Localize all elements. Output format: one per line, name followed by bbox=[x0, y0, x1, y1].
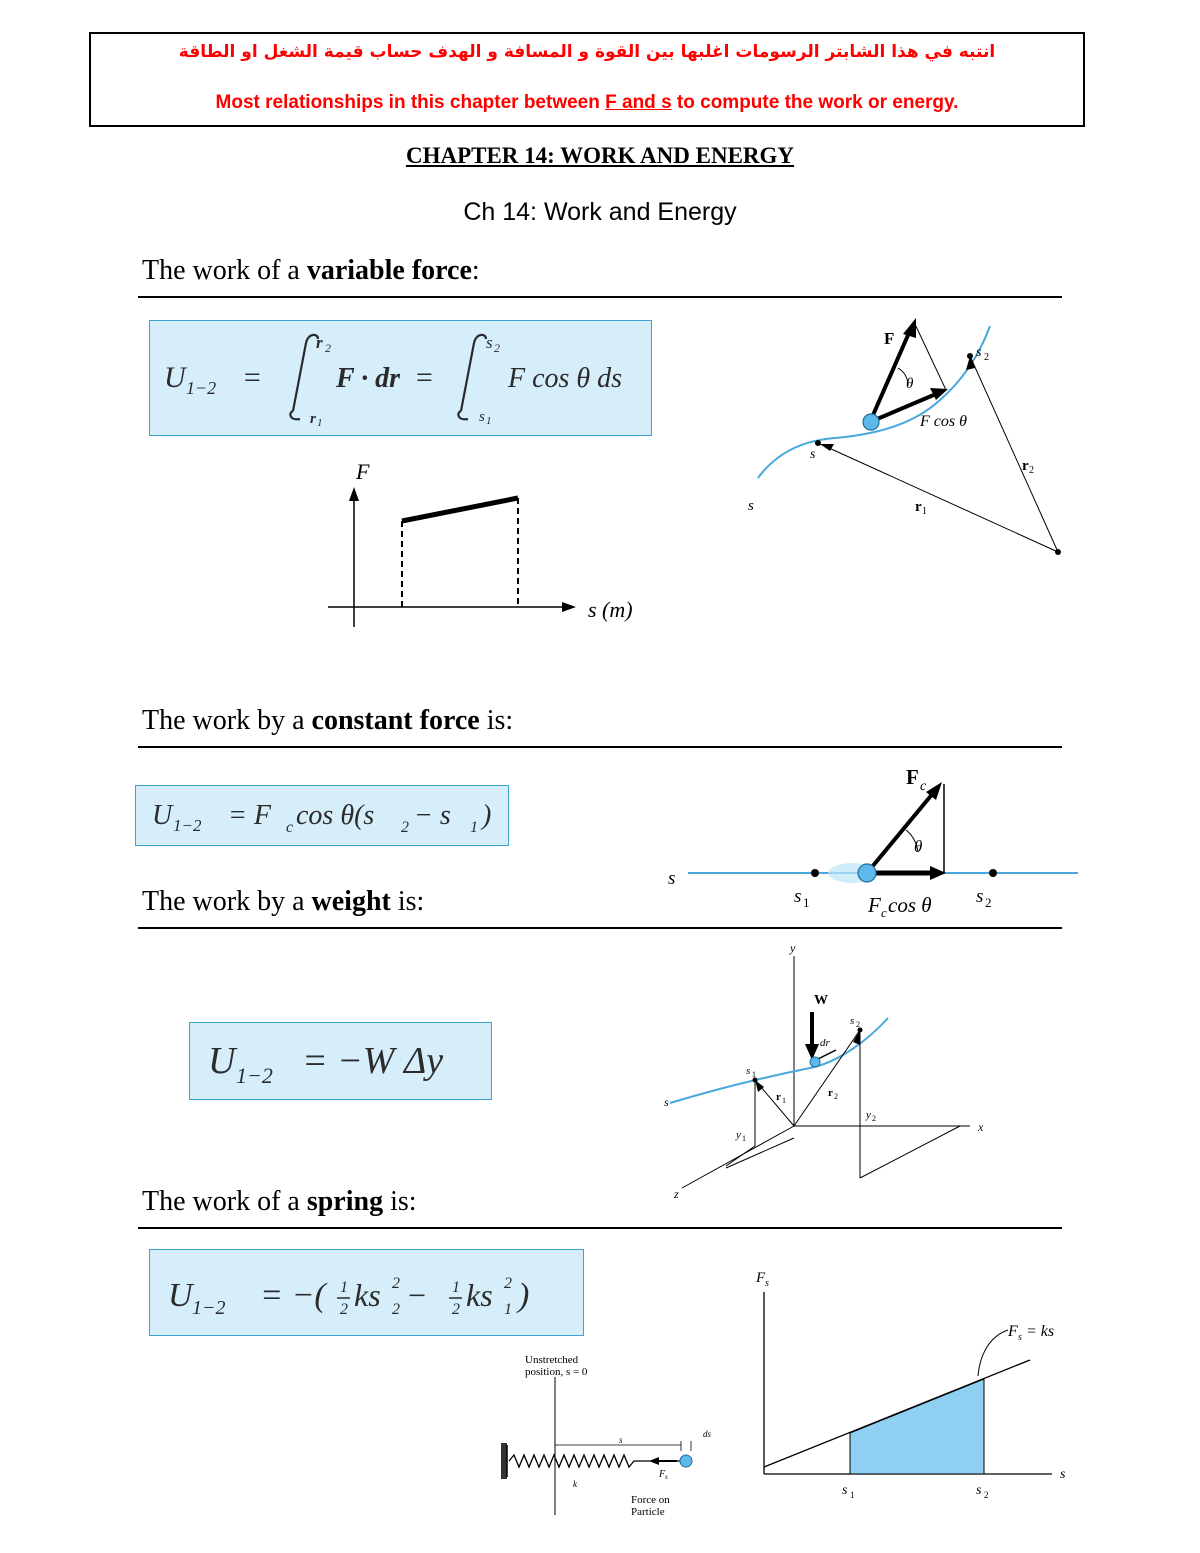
figure-variable-force bbox=[740, 318, 1080, 568]
fig-var-s2: s bbox=[976, 345, 982, 360]
fig-const-Fccos: F bbox=[868, 893, 881, 917]
notice-english-suffix: to compute the work or energy. bbox=[671, 92, 959, 113]
graph-spring bbox=[740, 1260, 1080, 1500]
graph-spring-s2: s bbox=[976, 1483, 982, 1498]
heading-constant-prefix: The work by a bbox=[142, 705, 312, 736]
graph-spring-s1-sub: 1 bbox=[850, 1490, 855, 1500]
eq-spring-lhs: U bbox=[168, 1277, 193, 1314]
fig-spring-s: s bbox=[619, 1435, 623, 1445]
fig-spring-k: k bbox=[573, 1479, 577, 1489]
heading-weight-bold: weight bbox=[311, 886, 391, 917]
eq-var-lower1-sub: 1 bbox=[317, 417, 323, 429]
fig-weight-r2-sub: 2 bbox=[834, 1092, 838, 1101]
notice-arabic: انتبه في هذا الشابتر الرسومات اغلبها بين القوة و المسافة و الهدف حساب قيمة الشغل او الطاقة bbox=[178, 42, 996, 62]
heading-spring-prefix: The work of a bbox=[142, 1186, 307, 1217]
graph-variable-force bbox=[320, 455, 660, 635]
heading-variable-bold: variable force bbox=[306, 255, 472, 286]
fig-weight-y2: y bbox=[866, 1109, 871, 1121]
fig-var-r2-sub: 2 bbox=[1029, 465, 1034, 476]
eq-const-sub1: 1 bbox=[470, 819, 478, 836]
eq-var-mid: F · dr bbox=[336, 363, 401, 394]
fig-weight-dr: dr bbox=[820, 1037, 830, 1049]
eq-spring-ks2: ks bbox=[466, 1277, 493, 1313]
fig-const-theta: θ bbox=[914, 837, 923, 856]
eq-const-c: c bbox=[286, 819, 294, 836]
eq-spring-close: ) bbox=[518, 1277, 530, 1314]
fig-spring-force-on: Force on bbox=[631, 1494, 670, 1506]
graph-spring-xlabel: s bbox=[1060, 1467, 1066, 1482]
eq-const-sub2: 2 bbox=[401, 819, 409, 836]
eq-var-upper1-sub: 2 bbox=[325, 341, 331, 355]
fig-const-s2: s bbox=[976, 886, 984, 907]
notice-english-underlined: F and s bbox=[605, 92, 672, 113]
fig-var-s: s bbox=[748, 498, 754, 514]
fig-weight-s2-sub: 2 bbox=[856, 1020, 860, 1029]
eq-var-upper2: s bbox=[486, 333, 493, 352]
fig-weight-y1: y bbox=[736, 1129, 741, 1141]
graph-spring-ylabel-sub: s bbox=[765, 1278, 769, 1289]
eq-spring-pow1: 2 bbox=[392, 1275, 400, 1292]
notice-box bbox=[89, 32, 1085, 127]
fig-weight-y1-sub: 1 bbox=[742, 1134, 746, 1143]
equation-variable-svg bbox=[150, 321, 650, 434]
eq-var-lower2-sub: 1 bbox=[486, 415, 492, 427]
eq-weight-rhs: = −W Δy bbox=[302, 1040, 444, 1082]
fig-weight-r1-sub: 1 bbox=[782, 1096, 786, 1105]
fig-weight-r2: r bbox=[828, 1087, 833, 1099]
graph-spring-s1: s bbox=[842, 1483, 848, 1498]
heading-constant-force bbox=[142, 705, 513, 737]
fig-spring-ds: ds bbox=[703, 1429, 712, 1439]
fig-const-s: s bbox=[668, 868, 676, 889]
eq-const-close: ) bbox=[482, 800, 492, 831]
graph-var-ylabel: F bbox=[356, 459, 370, 484]
heading-variable-prefix: The work of a bbox=[142, 255, 307, 286]
equation-spring-svg bbox=[150, 1250, 582, 1334]
eq-spring-rhs-a: = −( bbox=[260, 1277, 326, 1314]
fig-const-s1-sub: 1 bbox=[803, 895, 810, 910]
rule-spring bbox=[138, 1227, 1062, 1229]
eq-var-eq1: = bbox=[242, 361, 263, 394]
graph-spring-ylabel: F bbox=[756, 1270, 766, 1286]
fig-var-Fcos: F cos θ bbox=[920, 413, 967, 430]
fig-const-Fc: F bbox=[906, 765, 919, 789]
eq-var-lhs: U bbox=[164, 361, 186, 394]
rule-variable bbox=[138, 296, 1062, 298]
heading-constant-bold: constant force bbox=[311, 705, 480, 736]
fig-weight-W: W bbox=[814, 993, 828, 1008]
fig-var-r2: r bbox=[1022, 458, 1029, 474]
fig-spring-particle: Particle bbox=[631, 1506, 665, 1518]
eq-spring-half2-den: 2 bbox=[452, 1301, 460, 1318]
eq-weight-lhs: U bbox=[208, 1040, 236, 1082]
heading-weight-prefix: The work by a bbox=[142, 886, 312, 917]
eq-var-rhs: F cos θ ds bbox=[508, 363, 623, 394]
figure-spring bbox=[495, 1345, 725, 1520]
eq-const-sub: 1−2 bbox=[173, 816, 202, 835]
heading-variable-force bbox=[142, 255, 480, 287]
figure-weight bbox=[660, 938, 1000, 1208]
eq-var-sub: 1−2 bbox=[186, 378, 217, 398]
fig-spring-Fs: F bbox=[659, 1469, 666, 1480]
fig-var-s1: s bbox=[810, 447, 816, 462]
eq-weight-sub: 1−2 bbox=[236, 1063, 273, 1088]
fig-const-s1: s bbox=[794, 886, 802, 907]
fig-weight-y: y bbox=[790, 941, 796, 955]
eq-var-lower1: r bbox=[310, 411, 316, 427]
heading-weight bbox=[142, 886, 424, 918]
chapter-subtitle: Ch 14: Work and Energy bbox=[463, 198, 737, 226]
fig-weight-x: x bbox=[978, 1120, 984, 1134]
fig-const-Fccos-c: c bbox=[881, 905, 887, 920]
equation-weight bbox=[189, 1022, 492, 1100]
notice-english-prefix: Most relationships in this chapter between bbox=[215, 92, 606, 113]
fig-weight-r1: r bbox=[776, 1091, 781, 1103]
fig-var-theta: θ bbox=[906, 376, 914, 392]
graph-spring-line: = ks bbox=[1026, 1323, 1055, 1340]
graph-var-xlabel: s (m) bbox=[588, 597, 633, 622]
eq-spring-ks1: ks bbox=[354, 1277, 381, 1313]
equation-constant-svg bbox=[136, 786, 508, 844]
eq-spring-half1-num: 1 bbox=[340, 1279, 348, 1296]
eq-var-eq2: = bbox=[414, 361, 435, 394]
fig-weight-s: s bbox=[664, 1095, 669, 1109]
equation-weight-svg bbox=[190, 1023, 490, 1098]
fig-const-cos: cos θ bbox=[888, 893, 932, 917]
fig-spring-Fs-sub: s bbox=[665, 1473, 668, 1481]
fig-weight-s1-sub: 1 bbox=[752, 1070, 756, 1079]
fig-weight-y2-sub: 2 bbox=[872, 1114, 876, 1123]
graph-spring-line-sub: s bbox=[1018, 1332, 1022, 1343]
eq-spring-minus: − bbox=[406, 1277, 428, 1313]
heading-weight-suffix: is: bbox=[390, 886, 425, 917]
fig-const-s2-sub: 2 bbox=[985, 895, 992, 910]
notice-english bbox=[91, 92, 1083, 114]
eq-spring-half2-num: 1 bbox=[452, 1279, 460, 1296]
rule-weight bbox=[138, 927, 1062, 929]
fig-const-c: c bbox=[920, 779, 927, 794]
fig-spring-position: position, s = 0 bbox=[525, 1366, 588, 1378]
eq-spring-sub1: 1 bbox=[504, 1301, 512, 1318]
rule-constant bbox=[138, 746, 1062, 748]
figure-constant-force bbox=[660, 760, 1080, 920]
equation-spring bbox=[149, 1249, 584, 1336]
eq-const-rest: = F bbox=[228, 800, 271, 831]
eq-const-lhs: U bbox=[152, 800, 173, 831]
eq-spring-sub2: 2 bbox=[392, 1301, 400, 1318]
eq-spring-pow2: 2 bbox=[504, 1275, 512, 1292]
fig-spring-unstretched: Unstretched bbox=[525, 1354, 579, 1366]
fig-var-F: F bbox=[884, 329, 895, 348]
eq-const-tail: cos θ(s bbox=[296, 800, 375, 831]
eq-var-upper1: r bbox=[316, 333, 323, 352]
fig-var-r1-sub: 1 bbox=[922, 506, 927, 517]
eq-var-upper2-sub: 2 bbox=[494, 341, 500, 355]
fig-var-s2-sub: 2 bbox=[984, 352, 989, 363]
graph-spring-line-F: F bbox=[1008, 1323, 1018, 1340]
eq-spring-half1-den: 2 bbox=[340, 1301, 348, 1318]
graph-spring-s2-sub: 2 bbox=[984, 1490, 989, 1500]
equation-constant-force bbox=[135, 785, 509, 846]
eq-spring-sub: 1−2 bbox=[192, 1297, 226, 1319]
eq-var-lower2: s bbox=[479, 409, 485, 425]
heading-spring bbox=[142, 1186, 417, 1218]
fig-weight-s1: s bbox=[746, 1065, 751, 1077]
eq-const-tail2: − s bbox=[414, 800, 451, 831]
fig-weight-s2: s bbox=[850, 1015, 855, 1027]
heading-variable-suffix: : bbox=[471, 255, 480, 286]
equation-variable-force bbox=[149, 320, 652, 436]
heading-spring-suffix: is: bbox=[383, 1186, 417, 1217]
heading-constant-suffix: is: bbox=[479, 705, 514, 736]
fig-weight-z: z bbox=[674, 1187, 679, 1201]
chapter-title: CHAPTER 14: WORK AND ENERGY bbox=[405, 143, 795, 168]
heading-spring-bold: spring bbox=[306, 1186, 384, 1217]
fig-var-r1: r bbox=[915, 499, 922, 515]
